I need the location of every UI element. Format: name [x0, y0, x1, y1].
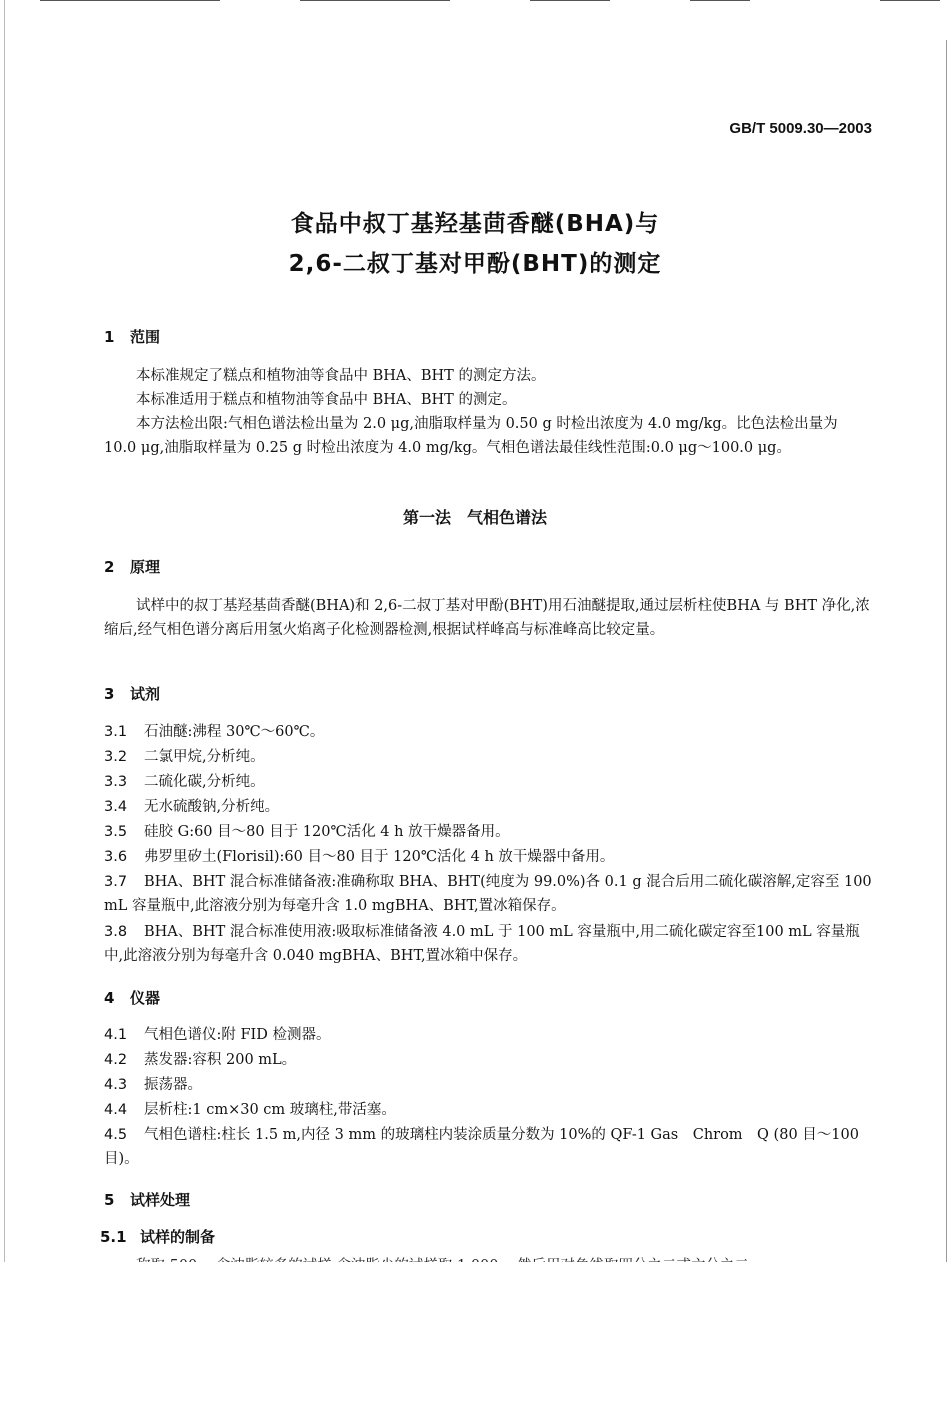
item-number: 3.4 [104, 799, 128, 815]
section-title: 原理 [130, 558, 161, 576]
instrument-item [104, 1123, 874, 1171]
section-title: 试样处理 [130, 1191, 191, 1209]
scope-paragraph-2: 本标准适用于糕点和植物油等食品中 BHA、BHT 的测定。 [136, 392, 517, 408]
item-number: 3.7 [104, 874, 128, 890]
section-heading-reagents [104, 683, 160, 704]
reagent-item [104, 720, 874, 744]
section-title: 试剂 [130, 685, 161, 703]
subsection-number: 5.1 [100, 1228, 127, 1246]
item-number: 3.6 [104, 849, 128, 865]
instrument-item [104, 1073, 874, 1097]
reagent-item [104, 820, 874, 844]
scope-paragraph-1: 本标准规定了糕点和植物油等食品中 BHA、BHT 的测定方法。 [136, 368, 546, 384]
section-heading-sample [104, 1189, 190, 1210]
section-number: 2 [104, 558, 115, 576]
item-text: 硅胶 G:60 目～80 目于 120℃活化 4 h 放干燥器备用。 [144, 824, 510, 840]
scan-top-rule [40, 0, 220, 1]
section-heading-principle [104, 556, 160, 577]
item-text: 振荡器。 [144, 1077, 202, 1093]
page-blank-bottom [0, 1262, 950, 1415]
subsection-title: 试样的制备 [140, 1228, 216, 1246]
item-number: 3.8 [104, 924, 128, 940]
instrument-item [104, 1098, 874, 1122]
document-title-line1: 食品中叔丁基羟基茴香醚(BHA)与 [290, 211, 660, 237]
reagent-item [104, 795, 874, 819]
instrument-item [104, 1048, 874, 1072]
item-number: 3.2 [104, 749, 128, 765]
scan-top-rule [300, 0, 450, 1]
item-number: 3.1 [104, 724, 128, 740]
item-text: 石油醚:沸程 30℃～60℃。 [144, 724, 325, 740]
section-number: 5 [104, 1191, 115, 1209]
scan-top-rule [880, 0, 940, 1]
scan-top-rule [530, 0, 610, 1]
item-text: 二硫化碳,分析纯。 [144, 774, 265, 790]
method-one-title: 第一法 气相色谱法 [402, 508, 547, 527]
reagent-item [104, 845, 874, 869]
item-number: 4.5 [104, 1127, 128, 1143]
scan-left-edge [4, 0, 5, 1270]
item-number: 4.1 [104, 1027, 128, 1043]
section-title: 范围 [130, 328, 161, 346]
section-number: 1 [104, 328, 115, 346]
principle-paragraph: 试样中的叔丁基羟基茴香醚(BHA)和 2,6-二叔丁基对甲酚(BHT)用石油醚提取,通过层析柱使BHA 与 BHT 净化,浓缩后,经气相色谱分离后用氢火焰离子化检测器检测,根据试样峰高与标准峰高比较定量。 [104, 598, 870, 638]
item-text: BHA、BHT 混合标准储备液:准确称取 BHA、BHT(纯度为 99.0%)各 0.1 g 混合后用二硫化碳溶解,定容至 100 mL 容量瓶中,此溶液分别为每毫升含 1.0 mgBHA、BHT,置冰箱保存。 [104, 874, 872, 914]
item-text: 无水硫酸钠,分析纯。 [144, 799, 280, 815]
item-text: 气相色谱柱:柱长 1.5 m,内径 3 mm 的玻璃柱内装涂质量分数为 10%的 QF-1 Gas Chrom Q (80 目～100 目)。 [104, 1127, 859, 1167]
subsection-heading-sample-prep [100, 1226, 215, 1247]
item-text: 蒸发器:容积 200 mL。 [144, 1052, 297, 1068]
item-number: 4.3 [104, 1077, 128, 1093]
reagent-item [104, 920, 874, 968]
section-heading-scope [104, 326, 160, 347]
item-text: BHA、BHT 混合标准使用液:吸取标准储备液 4.0 mL 于 100 mL 容量瓶中,用二硫化碳定容至100 mL 容量瓶中,此溶液分别为每毫升含 0.040 mgBHA、BHT,置冰箱中保存。 [104, 924, 860, 964]
scope-paragraph-3: 本方法检出限:气相色谱法检出量为 2.0 μg,油脂取样量为 0.50 g 时检出浓度为 4.0 mg/kg。比色法检出量为 10.0 μg,油脂取样量为 0.25 g 时检出浓度为 4.0 mg/kg。气相色谱法最佳线性范围:0.0 μg～100.0 μg。 [104, 416, 838, 456]
section-number: 3 [104, 685, 115, 703]
section-title: 仪器 [130, 989, 161, 1007]
item-text: 气相色谱仪:附 FID 检测器。 [144, 1027, 331, 1043]
reagent-item [104, 745, 874, 769]
reagent-item [104, 770, 874, 794]
item-number: 3.5 [104, 824, 128, 840]
standard-code: GB/T 5009.30—2003 [729, 120, 872, 137]
document-title-line2: 2,6-二叔丁基对甲酚(BHT)的测定 [288, 251, 662, 277]
item-number: 4.4 [104, 1102, 128, 1118]
instrument-item [104, 1023, 874, 1047]
item-number: 3.3 [104, 774, 128, 790]
item-text: 弗罗里矽土(Florisil):60 目～80 目于 120℃活化 4 h 放干燥器中备用。 [144, 849, 615, 865]
item-number: 4.2 [104, 1052, 128, 1068]
scan-top-rule [690, 0, 750, 1]
section-heading-instruments [104, 987, 160, 1008]
item-text: 层析柱:1 cm×30 cm 玻璃柱,带活塞。 [144, 1102, 396, 1118]
section-number: 4 [104, 989, 115, 1007]
reagent-item [104, 870, 874, 918]
item-text: 二氯甲烷,分析纯。 [144, 749, 265, 765]
